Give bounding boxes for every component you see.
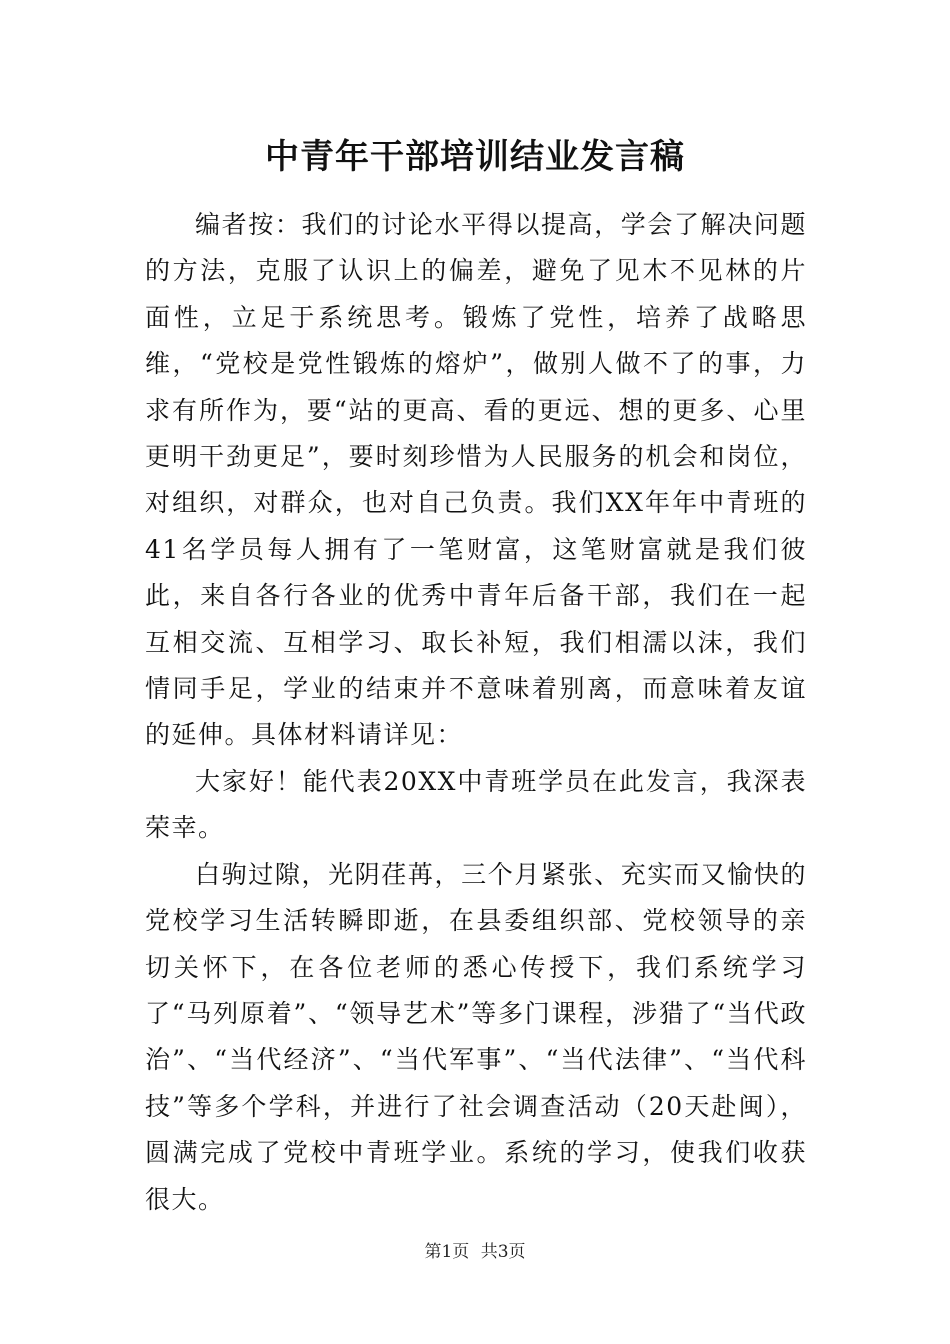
document-title: 中青年干部培训结业发言稿 xyxy=(265,137,685,177)
greeting-paragraph: 大家好！能代表20XX中青班学员在此发言，我深表荣幸。 xyxy=(145,766,807,843)
study-summary-paragraph: 白驹过隙，光阴荏苒，三个月紧张、充实而又愉快的党校学习生活转瞬即逝，在县委组织部、党校领导的亲切关怀下，在各位老师的悉心传授下，我们系统学习了“马列原着”、“领导艺术”等多门课程，涉猎了“当代政治”、“当代经济”、“当代军事”、“当代法律”、“当代科技”等多个学科，并进行了社会调查活动（20天赴闽），圆满完成了党校中青班学业。系统的学习，使我们收获很大。 xyxy=(145,859,807,1214)
page-number: 第1页 xyxy=(424,1242,470,1262)
page-footer xyxy=(0,1240,950,1264)
document-body xyxy=(145,202,807,1223)
editor-note-paragraph: 编者按：我们的讨论水平得以提高，学会了解决问题的方法，克服了认识上的偏差，避免了见木不见林的片面性，立足于系统思考。锻炼了党性，培养了战略思维，“党校是党性锻炼的熔炉”，做别人做不了的事，力求有所作为，要“站的更高、看的更远、想的更多、心里更明干劲更足”，要时刻珍惜为人民服务的机会和岗位，对组织，对群众，也对自己负责。我们XX年年中青班的41名学员每人拥有了一笔财富，这笔财富就是我们彼此，来自各行各业的优秀中青年后备干部，我们在一起互相交流、互相学习、取长补短，我们相濡以沫，我们情同手足，学业的结束并不意味着别离，而意味着友谊的延伸。具体材料请详见： xyxy=(145,210,807,750)
page-total: 共3页 xyxy=(480,1242,526,1262)
